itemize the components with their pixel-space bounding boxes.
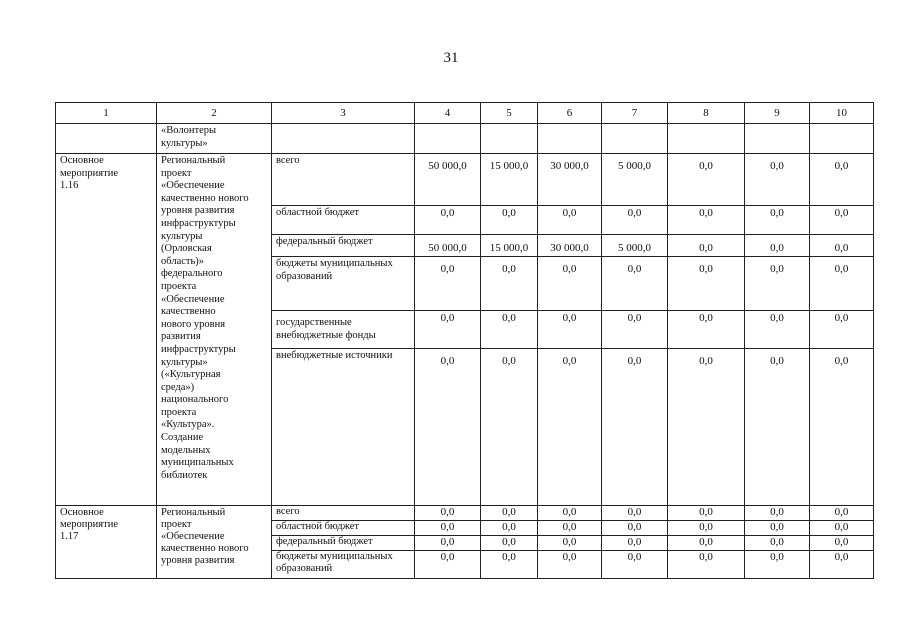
table-cell: 0,0 <box>415 506 481 521</box>
table-cell: 0,0 <box>481 521 538 536</box>
funding-source: бюджеты муниципальных образований <box>272 551 415 579</box>
table-cell: 0,0 <box>745 551 810 579</box>
column-header: 10 <box>810 103 874 124</box>
table-cell: 0,0 <box>810 521 874 536</box>
table-cell <box>415 124 481 154</box>
table-cell: 0,0 <box>745 536 810 551</box>
table-cell <box>272 124 415 154</box>
table-cell: 0,0 <box>415 206 481 235</box>
table-cell: 0,0 <box>415 349 481 506</box>
table-cell: 0,0 <box>602 551 668 579</box>
column-header: 9 <box>745 103 810 124</box>
column-header: 3 <box>272 103 415 124</box>
table-cell: 0,0 <box>745 235 810 257</box>
table-cell: 5 000,0 <box>602 235 668 257</box>
table-cell: 0,0 <box>538 506 602 521</box>
table-cell: 0,0 <box>538 311 602 349</box>
table-cell <box>56 124 157 154</box>
table-row <box>56 154 874 206</box>
funding-source: внебюджетные источники <box>272 349 415 506</box>
funding-source: государственные внебюджетные фонды <box>272 311 415 349</box>
page-number: 31 <box>443 50 459 66</box>
table-cell: 0,0 <box>810 551 874 579</box>
table-cell <box>481 124 538 154</box>
funding-source: федеральный бюджет <box>272 235 415 257</box>
table-cell: 0,0 <box>538 349 602 506</box>
activity-code: Основное мероприятие 1.16 <box>56 154 157 506</box>
column-header: 1 <box>56 103 157 124</box>
table-cell: 15 000,0 <box>481 154 538 206</box>
table-cell: 0,0 <box>810 235 874 257</box>
funding-source: всего <box>272 154 415 206</box>
table-cell: 0,0 <box>668 311 745 349</box>
table-cell: 30 000,0 <box>538 154 602 206</box>
funding-source: бюджеты муниципальных образований <box>272 257 415 311</box>
table-cell: 0,0 <box>602 506 668 521</box>
table-cell: 15 000,0 <box>481 235 538 257</box>
column-header: 8 <box>668 103 745 124</box>
header-row <box>56 103 874 124</box>
activity-code: Основное мероприятие 1.17 <box>56 506 157 579</box>
table-cell: 0,0 <box>745 311 810 349</box>
table-cell <box>668 124 745 154</box>
table-cell: 0,0 <box>810 154 874 206</box>
budget-table <box>55 102 874 579</box>
column-header: 2 <box>157 103 272 124</box>
table-cell: 0,0 <box>810 311 874 349</box>
table-cell: 0,0 <box>415 257 481 311</box>
table-cell: 0,0 <box>481 311 538 349</box>
funding-source: областной бюджет <box>272 206 415 235</box>
table-cell: 0,0 <box>481 206 538 235</box>
table-cell: 0,0 <box>538 257 602 311</box>
table-cell: 0,0 <box>415 521 481 536</box>
activity-description: Региональный проект «Обеспечение качественно нового уровня развития <box>157 506 272 579</box>
table-cell: 0,0 <box>668 206 745 235</box>
continuation-row <box>56 124 874 154</box>
table-cell: 0,0 <box>481 349 538 506</box>
table-cell: 0,0 <box>810 536 874 551</box>
table-cell: 0,0 <box>602 536 668 551</box>
table-cell: 0,0 <box>668 536 745 551</box>
table-cell: 0,0 <box>668 506 745 521</box>
column-header: 7 <box>602 103 668 124</box>
table-cell: 0,0 <box>538 536 602 551</box>
activity-description: Региональный проект «Обеспечение качественно нового уровня развития инфраструктуры культуры (Орловская область)» федерального проекта «Обеспечение качественно нового уровня развития инфраструктуры культуры» («Культурная среда») национального проекта «Культура». Создание модельных муниципальных библиотек <box>157 154 272 506</box>
table-cell: 0,0 <box>745 257 810 311</box>
table-cell: 0,0 <box>415 551 481 579</box>
table-cell: 0,0 <box>481 536 538 551</box>
table-cell: 0,0 <box>745 154 810 206</box>
table-cell: 0,0 <box>745 521 810 536</box>
table-cell: 0,0 <box>668 521 745 536</box>
table-cell: 0,0 <box>538 206 602 235</box>
table-cell: 0,0 <box>668 349 745 506</box>
funding-source: областной бюджет <box>272 521 415 536</box>
table-cell: 0,0 <box>481 551 538 579</box>
column-header: 4 <box>415 103 481 124</box>
table-cell <box>538 124 602 154</box>
continuation-description: «Волонтеры культуры» <box>157 124 272 154</box>
table-cell: 0,0 <box>745 206 810 235</box>
column-header: 5 <box>481 103 538 124</box>
table-cell: 0,0 <box>538 521 602 536</box>
funding-source: федеральный бюджет <box>272 536 415 551</box>
table-cell: 0,0 <box>745 506 810 521</box>
table-cell: 0,0 <box>668 154 745 206</box>
table-cell: 0,0 <box>602 206 668 235</box>
table-cell: 0,0 <box>810 506 874 521</box>
table-row <box>56 506 874 521</box>
table-cell: 0,0 <box>602 521 668 536</box>
table-cell: 0,0 <box>538 551 602 579</box>
table-cell: 0,0 <box>415 536 481 551</box>
table-cell: 0,0 <box>810 257 874 311</box>
table-cell: 0,0 <box>415 311 481 349</box>
funding-source: всего <box>272 506 415 521</box>
table-cell: 0,0 <box>602 257 668 311</box>
table-cell: 0,0 <box>602 349 668 506</box>
table-cell: 0,0 <box>810 206 874 235</box>
table-cell: 0,0 <box>668 551 745 579</box>
table-cell: 0,0 <box>668 235 745 257</box>
table-cell: 0,0 <box>481 257 538 311</box>
table-cell: 5 000,0 <box>602 154 668 206</box>
table-cell: 0,0 <box>481 506 538 521</box>
table-cell: 0,0 <box>745 349 810 506</box>
table-cell: 50 000,0 <box>415 235 481 257</box>
table-cell: 0,0 <box>810 349 874 506</box>
table-cell: 0,0 <box>602 311 668 349</box>
table-cell <box>602 124 668 154</box>
table-cell <box>810 124 874 154</box>
table-cell: 0,0 <box>668 257 745 311</box>
table-cell: 30 000,0 <box>538 235 602 257</box>
column-header: 6 <box>538 103 602 124</box>
table-cell: 50 000,0 <box>415 154 481 206</box>
table-cell <box>745 124 810 154</box>
